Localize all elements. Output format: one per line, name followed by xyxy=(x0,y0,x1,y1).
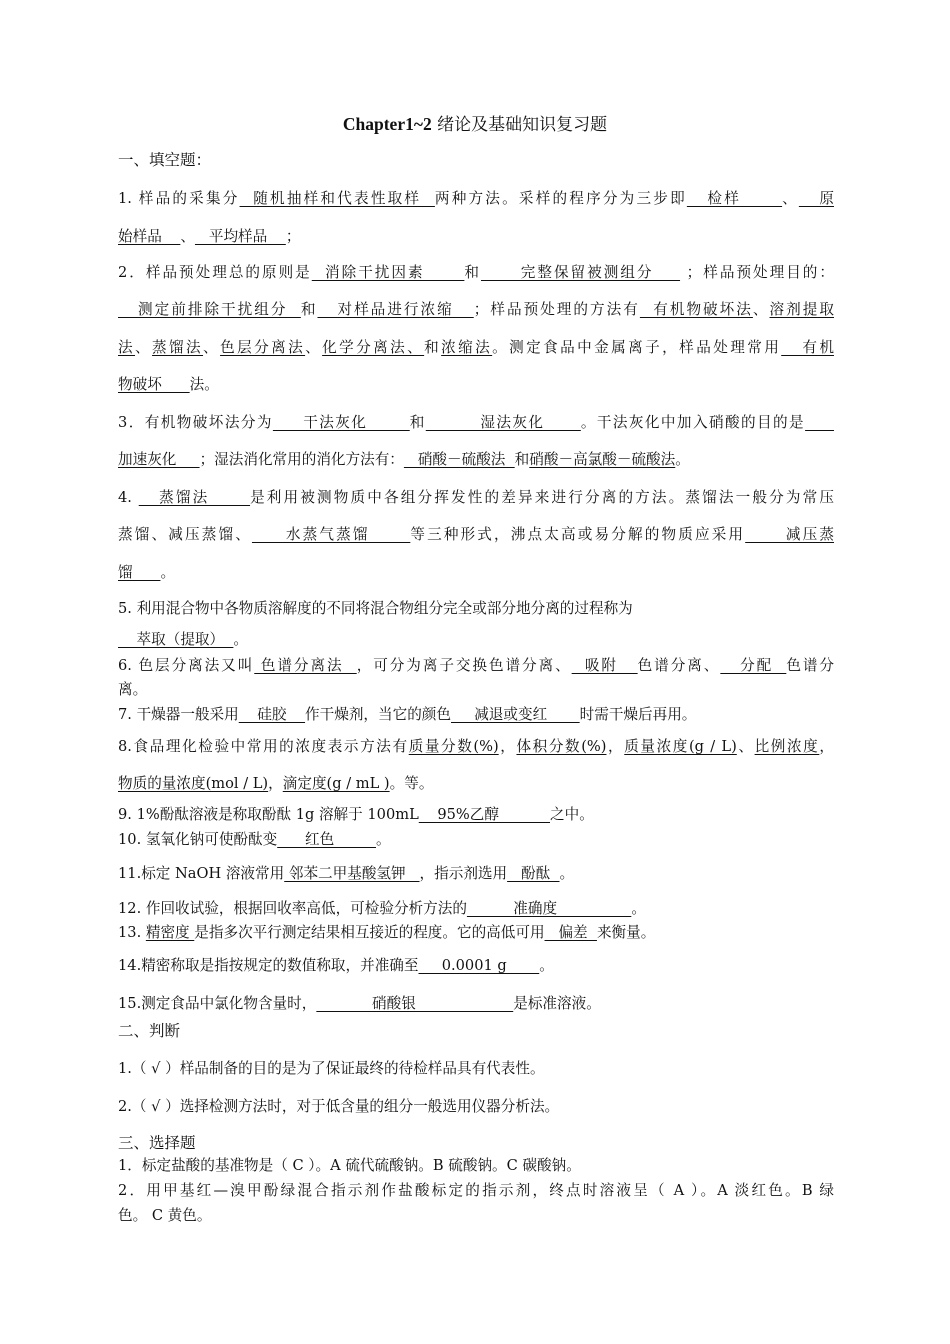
q4-line3: 馏 。 xyxy=(118,564,176,581)
q6-line2: 离。 xyxy=(118,681,148,698)
q2-line2: 测定前排除干扰组分 和 对样品进行浓缩 ；样品预处理的方法有 有机物破坏法、溶剂提取 xyxy=(118,301,834,318)
section-fill-in: 一、填空题： xyxy=(118,151,212,169)
q13: 13. 精密度 是指多次平行测定结果相互接近的程度。它的高低可用 偏差 来衡量。 xyxy=(118,924,656,941)
q1-line1: 1. 样品的采集分 随机抽样和代表性取样 两种方法。采样的程序分为三步即 检样 、 原 xyxy=(118,190,834,207)
choice-item-2-line2: 色。 C 黄色。 xyxy=(118,1207,212,1224)
q3-line1: 3．有机物破坏法分为 干法灰化 和 湿法灰化 。干法灰化中加入硝酸的目的是 xyxy=(118,414,806,431)
choice-item-1: 1．标定盐酸的基准物是（ C ）。A 硫代硫酸钠。B 硫酸钠。C 碳酸钠。 xyxy=(118,1157,581,1174)
q3-line2: 加速灰化 ；湿法消化常用的消化方法有： 硝酸－硫酸法 和硝酸－高氯酸－硫酸法。 xyxy=(118,451,690,468)
q7: 7. 干燥器一般采用 硅胶 作干燥剂，当它的颜色 减退或变红 时需干燥后再用。 xyxy=(118,706,697,723)
judge-item-2: 2.（ √ ）选择检测方法时，对于低含量的组分一般选用仪器分析法。 xyxy=(118,1098,560,1115)
q11: 11.标定 NaOH 溶液常用 邻苯二甲基酸氢钾 ，指示剂选用 酚酞 。 xyxy=(118,865,575,882)
q9: 9. 1%酚酞溶液是称取酚酞 1g 溶解于 100mL 95%乙醇 之中。 xyxy=(118,806,594,823)
choice-item-2-line1: 2．用甲基红—溴甲酚绿混合指示剂作盐酸标定的指示剂，终点时溶液呈（ A ）。A 淡红色。B 绿 xyxy=(118,1182,834,1199)
q2-line3: 法、蒸馏法、色层分离法、化学分离法、和浓缩法。测定食品中金属离子，样品处理常用 有机 xyxy=(118,339,834,356)
q2-line1: 2．样品预处理总的原则是 消除干扰因素 和 完整保留被测组分 ；样品预处理目的： xyxy=(118,264,834,281)
q5-line2: 萃取（提取） 。 xyxy=(118,631,249,648)
q15: 15.测定食品中氯化物含量时， 硝酸银 是标准溶液。 xyxy=(118,995,601,1012)
q10: 10. 氢氧化钠可使酚酞变 红色 。 xyxy=(118,831,391,848)
q1-line2: 始样品 、 平均样品 ； xyxy=(118,228,301,245)
q5-line1: 5. 利用混合物中各物质溶解度的不同将混合物组分完全或部分地分离的过程称为 xyxy=(118,600,633,617)
q8-line1: 8.食品理化检验中常用的浓度表示方法有质量分数(%)，体积分数(%)，质量浓度(g / L)、比例浓度， xyxy=(118,738,834,755)
document-title: Chapter1~2 绪论及基础知识复习题 xyxy=(342,114,608,135)
section-choice: 三、选择题 xyxy=(118,1134,196,1152)
q12: 12. 作回收试验，根据回收率高低，可检验分析方法的 准确度 。 xyxy=(118,900,646,917)
judge-item-1: 1.（ √ ）样品制备的目的是为了保证最终的待检样品具有代表性。 xyxy=(118,1060,545,1077)
q6-line1: 6. 色层分离法又叫 色谱分离法 ，可分为离子交换色谱分离、 吸附 色谱分离、 分配 色谱分 xyxy=(118,657,834,674)
section-judge: 二、判断 xyxy=(118,1022,181,1040)
q14: 14.精密称取是指按规定的数值称取，并准确至 0.0001 g 。 xyxy=(118,957,554,974)
q8-line2: 物质的量浓度(mol / L)，滴定度(g / mL )。等。 xyxy=(118,775,434,792)
q4-line1: 4. 蒸馏法 是利用被测物质中各组分挥发性的差异来进行分离的方法。蒸馏法一般分为常压 xyxy=(118,489,834,506)
q4-line2: 蒸馏、减压蒸馏、 水蒸气蒸馏 等三种形式，沸点太高或易分解的物质应采用 减压蒸 xyxy=(118,526,834,543)
q2-line4: 物破坏 法。 xyxy=(118,376,219,393)
